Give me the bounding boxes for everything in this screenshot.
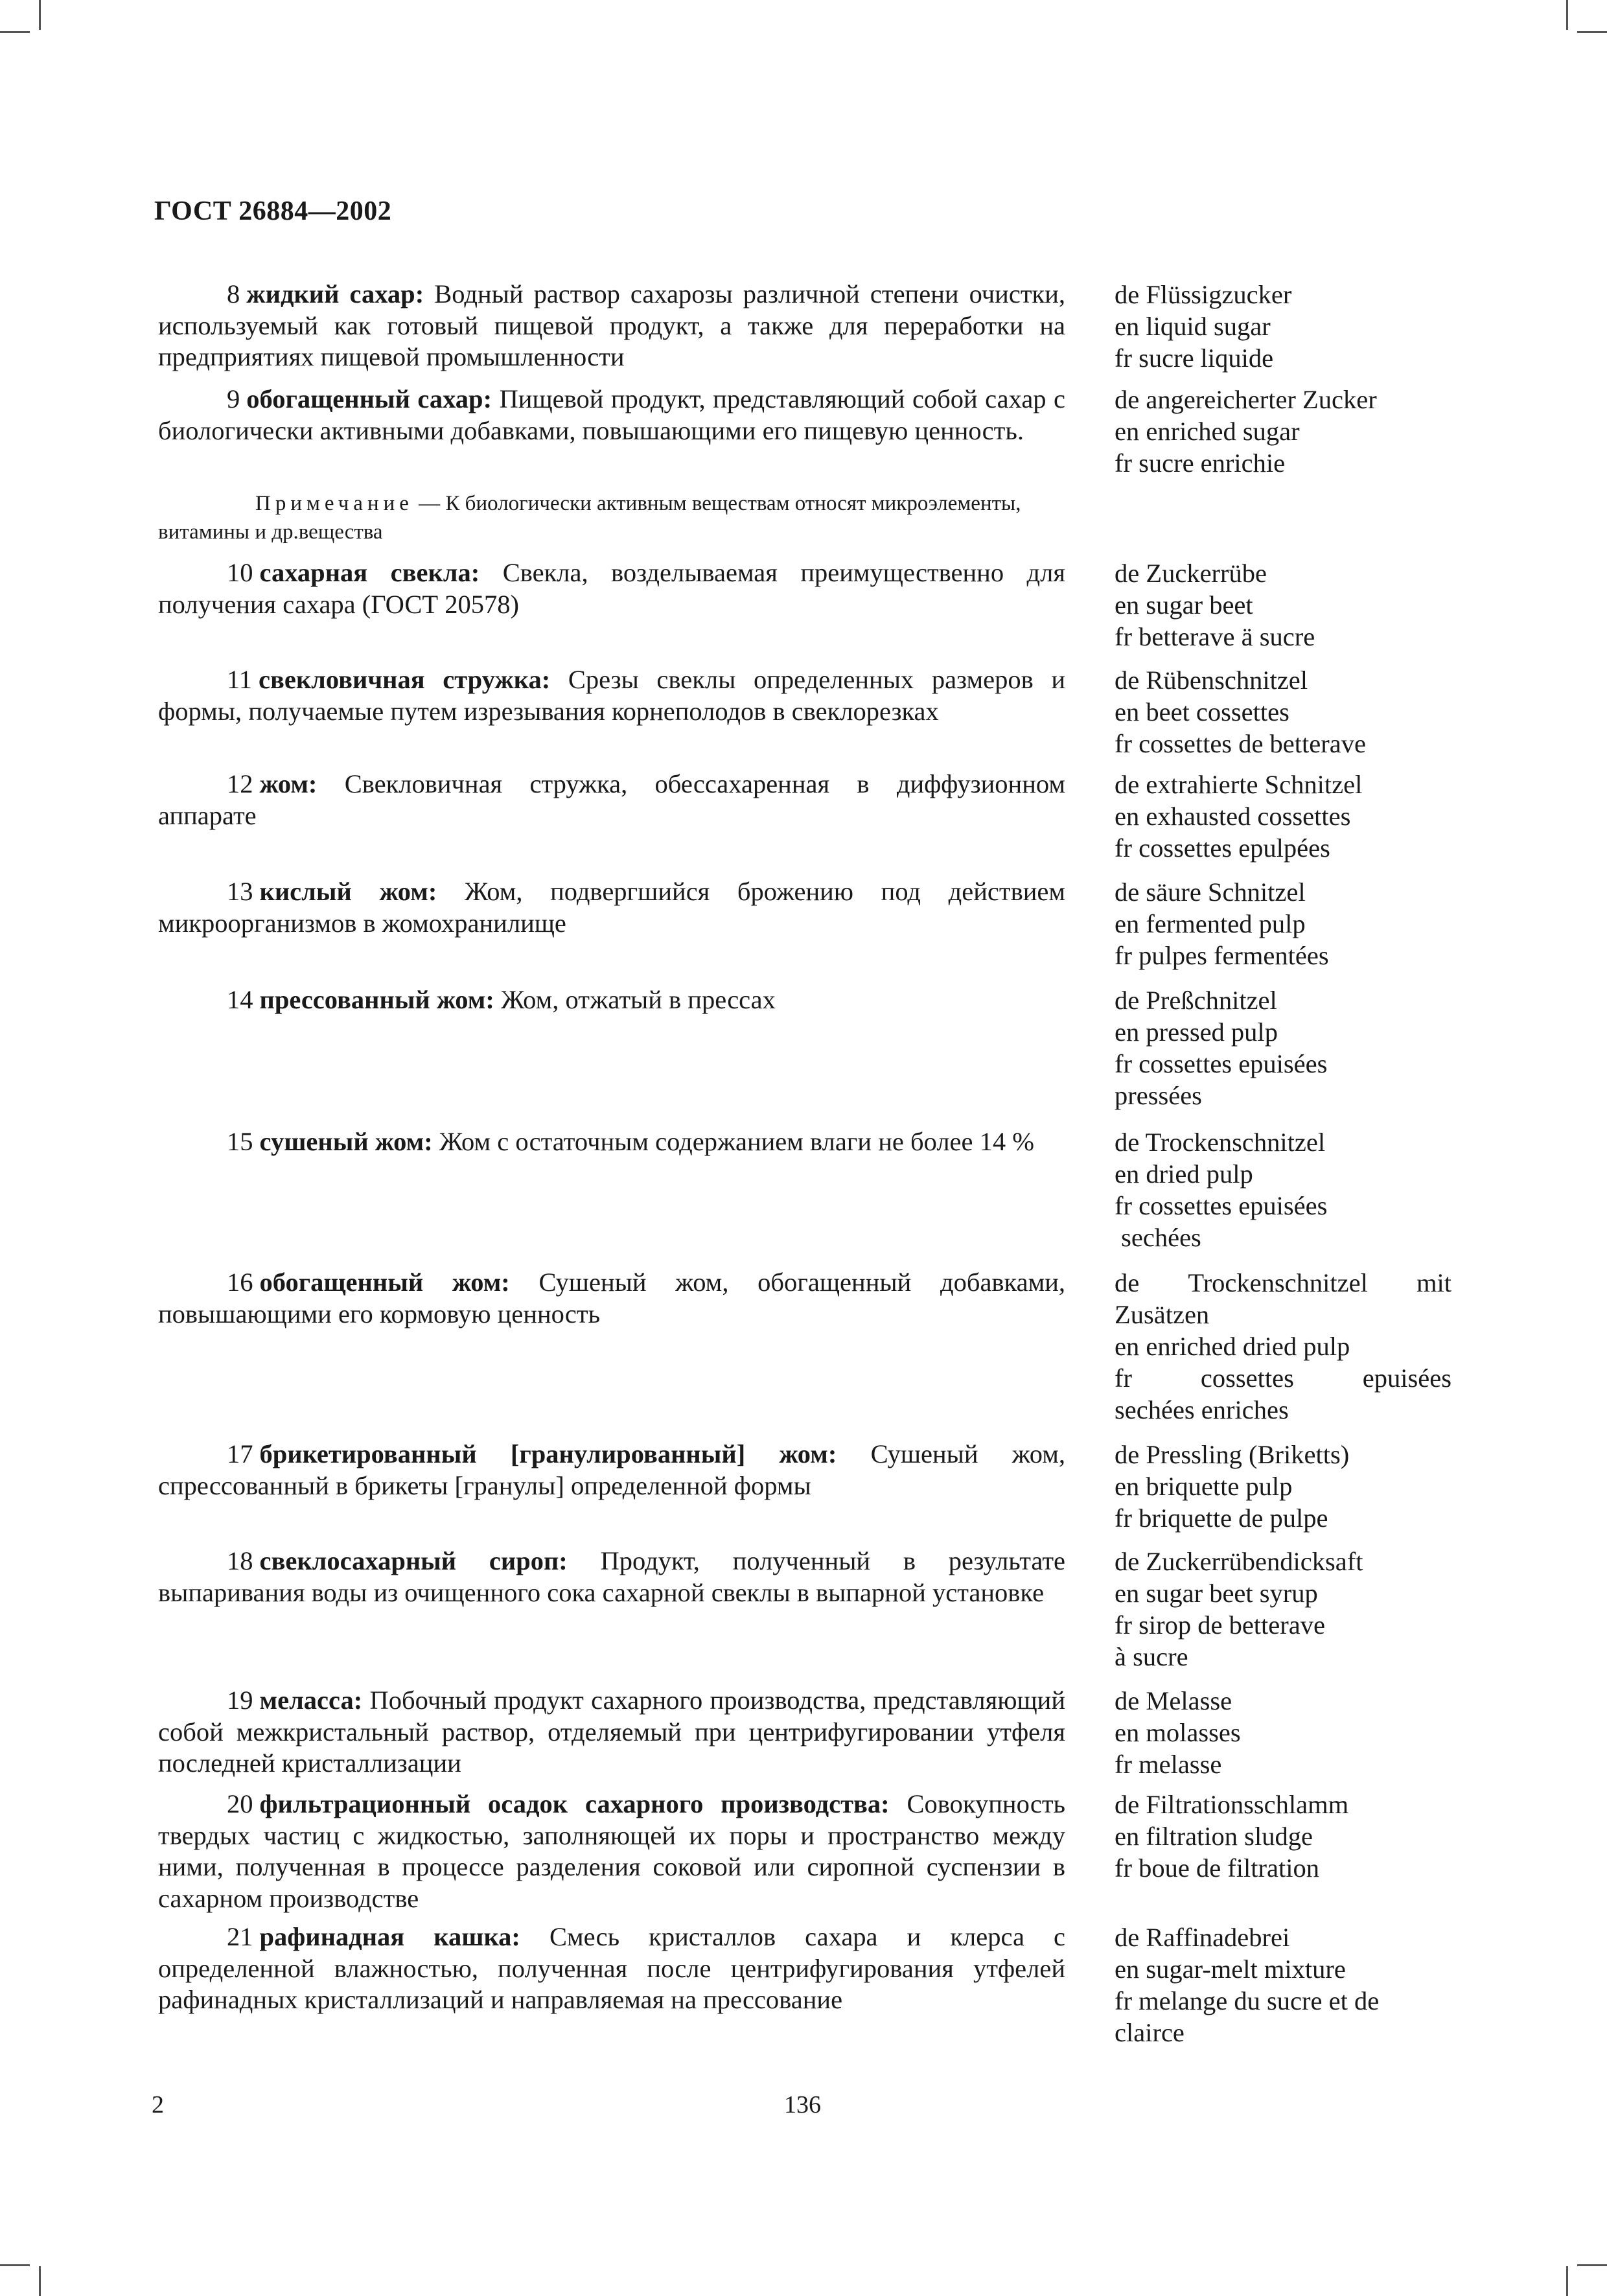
term-definition (158, 1546, 1065, 1608)
translations (1115, 769, 1451, 864)
term-number: 9 (227, 384, 240, 413)
term-number: 18 (227, 1546, 253, 1575)
term-name: сахарная свекла: (259, 558, 480, 587)
crop-mark (1566, 0, 1568, 30)
term-definition (158, 876, 1065, 939)
translation-line: en liquid sugar (1115, 312, 1271, 341)
term-number: 14 (227, 985, 253, 1014)
definition-text: Сушеный жом, обогащенный добавками, повышающими его кормовую ценность (158, 1268, 1066, 1328)
translation-line: de angereicherter Zucker (1115, 385, 1377, 414)
translations (1115, 664, 1451, 760)
term-definition (158, 1267, 1065, 1330)
translation-line: sechées (1115, 1223, 1201, 1252)
term-name: брикетированный [гранулированный] жом: (259, 1439, 837, 1468)
translations (1115, 1267, 1451, 1426)
term-name: свекловичная стружка: (259, 665, 551, 694)
definition-text: Сушеный жом, спрессованный в брикеты [гранулы] определенной формы (158, 1439, 1065, 1500)
definition-text: Жом, отжатый в прессах (500, 985, 776, 1014)
translation-line: de Trockenschnitzel mit (1115, 1268, 1451, 1297)
translation-line: pressées (1115, 1081, 1202, 1110)
crop-mark (39, 0, 41, 30)
term-name: жидкий сахар: (246, 279, 424, 308)
crop-mark (0, 2264, 30, 2266)
term-name: меласса: (259, 1686, 363, 1715)
term-name: рафинадная кашка: (259, 1922, 520, 1951)
translation-line: de Pressling (Briketts) (1115, 1440, 1350, 1469)
term-definition (158, 384, 1065, 446)
page-number-left: 2 (152, 2091, 164, 2118)
translation-line: en sugar beet syrup (1115, 1579, 1318, 1608)
term-definition (158, 1439, 1065, 1502)
crop-mark (0, 31, 30, 33)
note-label: Примечание (255, 492, 413, 515)
translation-line: sechées enriches (1115, 1395, 1289, 1424)
translation-line: Zusätzen (1115, 1300, 1210, 1329)
translation-line: de Zuckerrübe (1115, 559, 1267, 588)
page-number-center: 136 (784, 2091, 821, 2118)
translations (1115, 876, 1451, 971)
term-number: 10 (227, 558, 253, 587)
translation-line: en enriched sugar (1115, 417, 1300, 446)
term-number: 13 (227, 877, 253, 906)
translation-line: fr betterave ä sucre (1115, 622, 1315, 651)
translation-line: fr sucre enrichie (1115, 448, 1286, 478)
translations (1115, 1546, 1451, 1673)
term-name: свеклосахарный сироп: (259, 1546, 568, 1575)
translation-line: en beet cossettes (1115, 697, 1289, 726)
term-name: кислый жом: (259, 877, 437, 906)
term-number: 11 (227, 665, 252, 694)
term-definition (158, 1921, 1065, 2016)
translations (1115, 1126, 1451, 1253)
translation-line: clairce (1115, 2018, 1185, 2047)
translation-line: fr cossettes epulpées (1115, 833, 1330, 863)
translation-line: fr pulpes fermentées (1115, 941, 1329, 970)
translation-line: fr sirop de betterave (1115, 1610, 1325, 1640)
translation-line: de extrahierte Schnitzel (1115, 770, 1363, 799)
definition-text: Продукт, полученный в результате выпаривания воды из очищенного сока сахарной свеклы в выпарной установке (158, 1546, 1066, 1607)
translation-line: fr cossettes epuisées (1115, 1191, 1328, 1220)
translation-line: de Trockenschnitzel (1115, 1128, 1326, 1157)
term-definition (158, 769, 1065, 831)
translation-line: de Raffinadebrei (1115, 1923, 1290, 1952)
translation-line: en fermented pulp (1115, 909, 1306, 938)
term-definition (158, 984, 1065, 1016)
translations (1115, 984, 1451, 1111)
definition-text: Свекла, возделываемая преимущественно для получения сахара (ГОСТ 20578) (158, 558, 1066, 619)
translations (1115, 557, 1451, 653)
term-number: 8 (227, 279, 240, 308)
term-definition (158, 1789, 1065, 1914)
definition-text: Пищевой продукт, представляющий собой сахар с биологически активными добавками, повышающими его пищевую ценность. (158, 384, 1066, 445)
definition-text: Водный раствор сахарозы различной степени очистки, используемый как готовый пищевой продукт, а также для переработки на предприятиях пищевой промышленности (158, 279, 1065, 371)
term-number: 20 (227, 1789, 253, 1818)
translation-line: en filtration sludge (1115, 1822, 1313, 1851)
term-name: жом: (259, 769, 318, 798)
document-header: ГОСТ 26884—2002 (154, 196, 392, 226)
term-number: 12 (227, 769, 253, 798)
term-number: 17 (227, 1439, 253, 1468)
definition-text: Побочный продукт сахарного производства, представляющий собой межкристальный раствор, отделяемый при центрифугировании утфеля последней кристаллизации (158, 1686, 1066, 1778)
term-number: 16 (227, 1268, 253, 1297)
translation-line: fr cossettes epuisées (1115, 1363, 1451, 1393)
translations (1115, 279, 1451, 374)
crop-mark (1577, 31, 1607, 33)
translation-line: en sugar beet (1115, 590, 1253, 620)
translation-line: en dried pulp (1115, 1159, 1253, 1189)
definition-text: Смесь кристаллов сахара и клерса с определенной влажностью, полученная после центрифугирования утфелей рафинадных кристаллизаций и направляемая на прессование (158, 1922, 1066, 2014)
term-name: обогащенный сахар: (246, 384, 492, 413)
translation-line: de Preßchnitzel (1115, 986, 1277, 1015)
term-definition (158, 1685, 1065, 1780)
translation-line: fr boue de filtration (1115, 1853, 1320, 1883)
translation-line: en molasses (1115, 1718, 1241, 1747)
term-definition (158, 279, 1065, 373)
translation-line: fr briquette de pulpe (1115, 1503, 1328, 1533)
note (158, 489, 1065, 546)
term-definition (158, 1126, 1065, 1158)
note-text: — К биологически активным веществам относят микроэлементы, витамины и др.вещества (158, 492, 1021, 544)
translation-line: en pressed pulp (1115, 1017, 1278, 1047)
translation-line: fr melasse (1115, 1750, 1222, 1779)
definition-text: Совокупность твердых частиц с жидкостью, заполняющей их поры и пространство между ними, полученная в процессе разделения соковой или сиропной суспензии в сахарном производстве (158, 1789, 1066, 1913)
definition-text: Жом, подвергшийся брожению под действием микроорганизмов в жомохранилище (158, 877, 1065, 938)
term-number: 19 (227, 1686, 253, 1715)
crop-mark (1566, 2266, 1568, 2296)
translation-line: en briquette pulp (1115, 1472, 1293, 1501)
term-definition (158, 664, 1065, 727)
term-name: прессованный жом: (259, 985, 494, 1014)
translation-line: à sucre (1115, 1642, 1188, 1671)
translation-line: de Zuckerrübendicksaft (1115, 1547, 1363, 1576)
term-name: сушеный жом: (259, 1127, 433, 1156)
translation-line: de säure Schnitzel (1115, 877, 1306, 907)
definition-text: Свекловичная стружка, обессахаренная в диффузионном аппарате (158, 769, 1066, 830)
translation-line: en sugar-melt mixture (1115, 1954, 1346, 1984)
term-number: 15 (227, 1127, 253, 1156)
translation-line: fr melange du sucre et de (1115, 1986, 1380, 2015)
term-name: фильтрационный осадок сахарного производства: (259, 1789, 890, 1818)
translations (1115, 1789, 1451, 1884)
crop-mark (1577, 2264, 1607, 2266)
translation-line: en enriched dried pulp (1115, 1332, 1350, 1361)
translations (1115, 384, 1451, 479)
term-number: 21 (227, 1922, 253, 1951)
term-definition (158, 557, 1065, 620)
translation-line: de Flüssigzucker (1115, 280, 1292, 309)
translation-line: en exhausted cossettes (1115, 802, 1351, 831)
translation-line: fr cossettes de betterave (1115, 729, 1366, 758)
translations (1115, 1439, 1451, 1534)
translation-line: de Rübenschnitzel (1115, 666, 1308, 695)
translations (1115, 1685, 1451, 1780)
translation-line: de Filtrationsschlamm (1115, 1790, 1349, 1819)
definition-text: Жом с остаточным содержанием влаги не более 14 % (439, 1127, 1034, 1156)
definition-text: Срезы свеклы определенных размеров и формы, получаемые путем изрезывания корнеполодов в свеклорезках (158, 665, 1066, 726)
translations (1115, 1921, 1451, 2048)
translation-line: fr cossettes epuisées (1115, 1049, 1328, 1078)
translation-line: fr sucre liquide (1115, 343, 1274, 373)
term-name: обогащенный жом: (259, 1268, 510, 1297)
translation-line: de Melasse (1115, 1686, 1232, 1715)
crop-mark (39, 2266, 41, 2296)
